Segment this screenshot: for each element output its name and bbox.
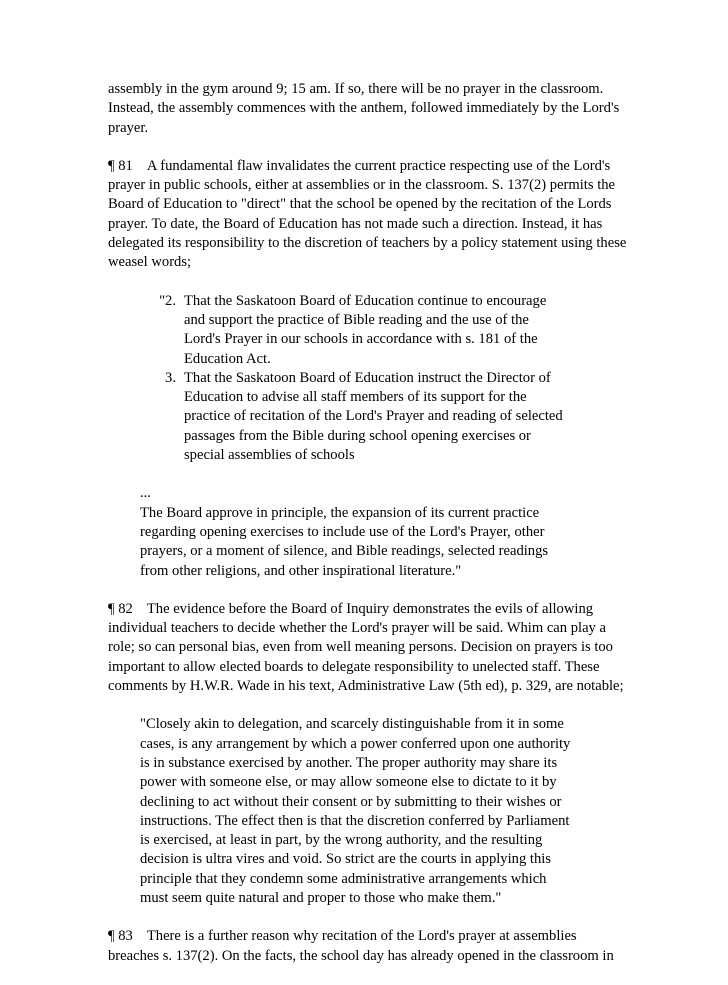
list-item-text: That the Saskatoon Board of Education continue to encourage and support the practice of Bible reading and the use of the Lord's Prayer in our schools in accordance with s. 181 of the Education Act. <box>184 292 547 367</box>
paragraph-number: ¶ 81 <box>108 157 133 174</box>
paragraph-82 <box>108 600 628 696</box>
list-item <box>146 292 566 369</box>
wade-quote: "Closely akin to delegation, and scarcely distinguishable from it in some cases, is any arrangement by which a power conferred upon one authority is in substance exercised by another. The proper authority may share its power with someone else, or may allow someone else to dictate to it by declining to act without their consent or by submitting to their wishes or instructions. The effect then is that the discretion conferred by Parliament is exercised, at least in part, by the wrong authority, and the resulting decision is ultra vires and void. So strict are the courts in applying this principle that they condemn some administrative arrangements which must seem quite natural and proper to those who make them." <box>140 716 571 906</box>
document-page <box>108 80 628 985</box>
policy-continuation-block <box>140 484 568 580</box>
list-item-number: 3. <box>165 369 176 386</box>
paragraph-number: ¶ 83 <box>108 928 133 945</box>
paragraph-83 <box>108 927 628 966</box>
intro-paragraph: assembly in the gym around 9; 15 am. If so, there will be no prayer in the classroom. Instead, the assembly commences with the anthem, followed immediately by the Lord's prayer. <box>108 81 620 136</box>
policy-continuation: The Board approve in principle, the expansion of its current practice regarding opening exercises to include use of the Lord's Prayer, other prayers, or a moment of silence, and Bible readings, selected readings from other religions, and other inspirational literature." <box>140 504 549 579</box>
paragraph-number: ¶ 82 <box>108 600 133 617</box>
list-item-number: "2. <box>159 292 176 309</box>
policy-list <box>146 292 566 466</box>
list-item-text: That the Saskatoon Board of Education instruct the Director of Education to advise all staff members of its support for the practice of recitation of the Lord's Prayer and reading of selected passages from the Bible during school opening exercises or special assemblies of schools <box>184 369 563 464</box>
paragraph-text: There is a further reason why recitation of the Lord's prayer at assemblies breaches s. 137(2). On the facts, the school day has already opened in the classroom in <box>108 928 614 964</box>
list-item <box>146 369 566 465</box>
paragraph-text: The evidence before the Board of Inquiry demonstrates the evils of allowing individual teachers to decide whether the Lord's prayer will be said. Whim can play a role; so can personal bias, even from well meaning persons. Decision on prayers is too important to allow elected boards to delegate responsibility to unelected staff. These comments by H.W.R. Wade in his text, Administrative Law (5th ed), p. 329, are notable; <box>108 600 624 695</box>
paragraph-text: A fundamental flaw invalidates the current practice respecting use of the Lord's prayer in public schools, either at assemblies or in the classroom. S. 137(2) permits the Board of Education to "direct" that the school be opened by the recitation of the Lords prayer. To date, the Board of Education has not made such a direction. Instead, it has delegated its responsibility to the discretion of teachers by a policy statement using these weasel words; <box>108 157 627 271</box>
ellipsis: ... <box>140 485 151 502</box>
paragraph-81 <box>108 157 628 273</box>
